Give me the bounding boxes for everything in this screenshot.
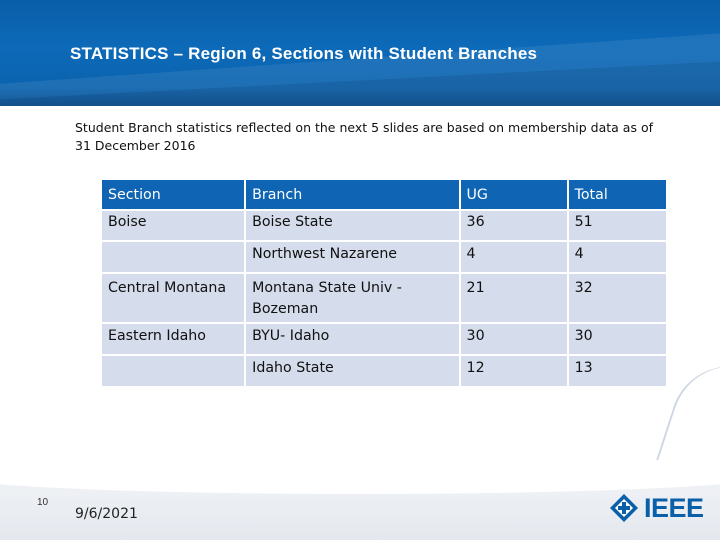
ieee-logo-icon [609,493,639,523]
ieee-logo [609,491,704,525]
cell-total: 30 [568,323,667,355]
table-row [101,273,667,323]
footer-curve [0,454,720,494]
cell-section [101,241,245,273]
header-section: Section [101,179,245,210]
table-row [101,355,667,387]
slide-date: 9/6/2021 [75,506,138,522]
cell-total: 4 [568,241,667,273]
cell-ug: 21 [460,273,568,323]
header-branch: Branch [245,179,459,210]
ieee-logo-text: IEEE [644,492,704,523]
cell-total: 13 [568,355,667,387]
cell-section: Central Montana [101,273,245,323]
cell-section [101,355,245,387]
cell-section: Boise [101,210,245,241]
cell-section: Eastern Idaho [101,323,245,355]
table-header-row [101,179,667,210]
cell-branch: Boise State [245,210,459,241]
header-total: Total [568,179,667,210]
table-row [101,323,667,355]
cell-ug: 30 [460,323,568,355]
header-ug: UG [460,179,568,210]
cell-total: 32 [568,273,667,323]
cell-ug: 36 [460,210,568,241]
cell-ug: 12 [460,355,568,387]
cell-ug: 4 [460,241,568,273]
cell-branch: Northwest Nazarene [245,241,459,273]
slide-number: 10 [37,497,49,508]
table-row [101,241,667,273]
cell-branch: Idaho State [245,355,459,387]
statistics-table [100,178,668,388]
banner-shadow [0,88,720,106]
cell-branch: BYU- Idaho [245,323,459,355]
table-row [101,210,667,241]
intro-text: Student Branch statistics reflected on the next 5 slides are based on membership data as of 31 December 2016 [75,120,654,153]
cell-total: 51 [568,210,667,241]
cell-branch: Montana State Univ - Bozeman [245,273,459,323]
slide-title: STATISTICS – Region 6, Sections with Student Branches [70,44,538,63]
